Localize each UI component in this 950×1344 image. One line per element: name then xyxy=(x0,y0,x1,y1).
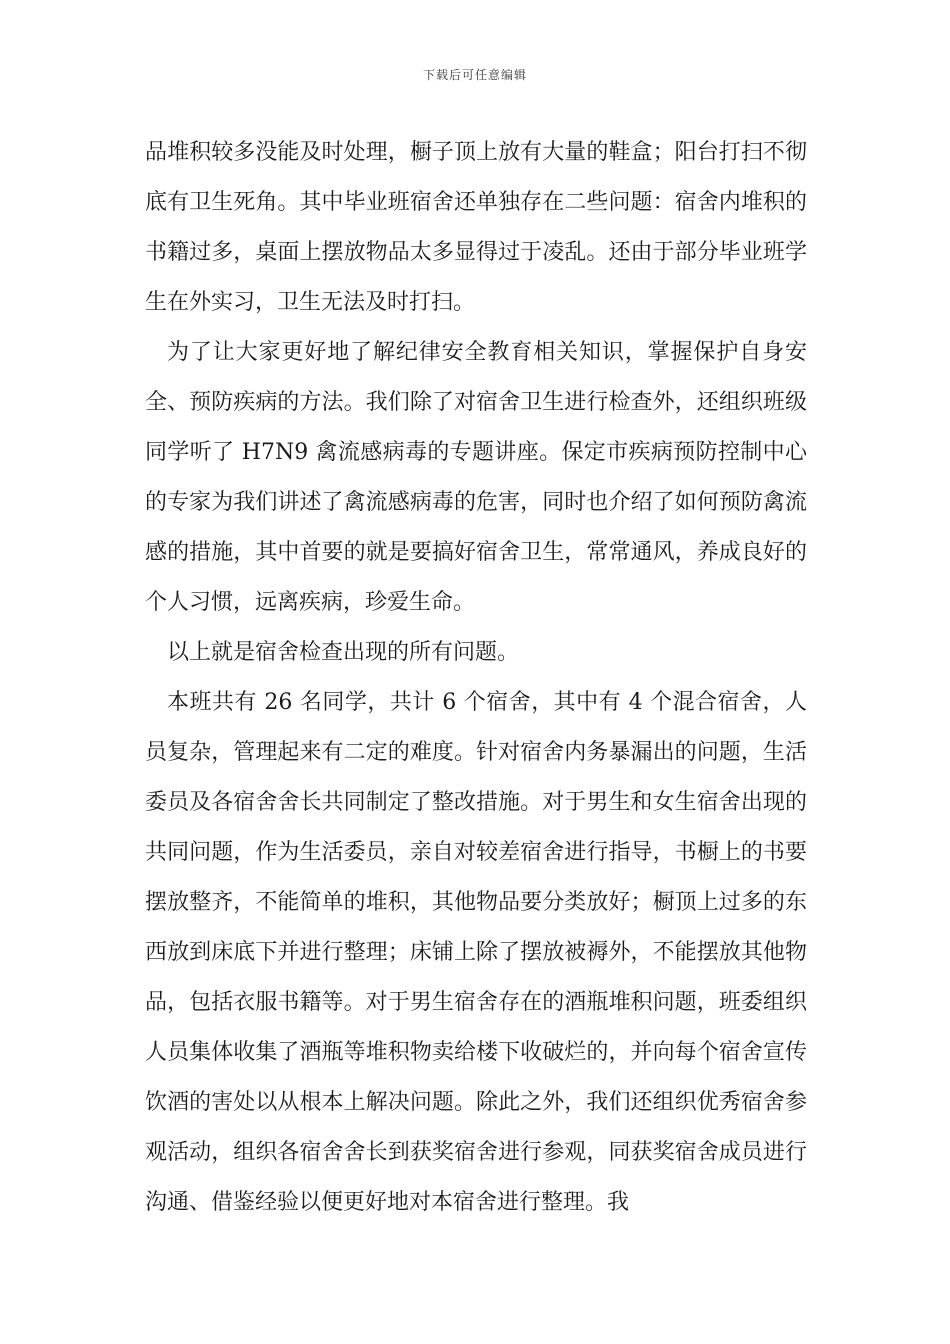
paragraph-hygiene-issues: 品堆积较多没能及时处理，橱子顶上放有大量的鞋盒；阳台打扫不彻底有卫生死角。其中毕业班宿舍还单独存在二些问题：宿舍内堆积的书籍过多，桌面上摆放物品太多显得过于凌乱。还由于部分毕业班学生在外实习，卫生无法及时打扫。 xyxy=(145,140,807,315)
header-note: 下载后可任意编辑 xyxy=(422,68,527,82)
paragraph-summary: 以上就是宿舍检查出现的所有问题。 xyxy=(167,640,520,665)
paragraph-safety-lecture: 为了让大家更好地了解纪律安全教育相关知识，掌握保护自身安全、预防疾病的方法。我们除了对宿舍卫生进行检查外，还组织班级同学听了 H7N9 禽流感病毒的专题讲座。保定市疾病预防控制中心的专家为我们讲述了禽流感病毒的危害，同时也介绍了如何预防禽流感的措施，其中首要的就是要搞好宿舍卫生，常常通风，养成良好的个人习惯，远离疾病，珍爱生命。 xyxy=(145,340,807,615)
document-body xyxy=(145,128,807,1228)
paragraph-rectification: 本班共有 26 名同学，共计 6 个宿舍，其中有 4 个混合宿舍，人员复杂，管理起来有二定的难度。针对宿舍内务暴漏出的问题，生活委员及各宿舍舍长共同制定了整改措施。对于男生和女生宿舍出现的共同问题，作为生活委员，亲自对较差宿舍进行指导，书橱上的书要摆放整齐，不能简单的堆积，其他物品要分类放好；橱顶上过多的东西放到床底下并进行整理；床铺上除了摆放被褥外，不能摆放其他物品，包括衣服书籍等。对于男生宿舍存在的酒瓶堆积问题，班委组织人员集体收集了酒瓶等堆积物卖给楼下收破烂的，并向每个宿舍宣传饮酒的害处以从根本上解决问题。除此之外，我们还组织优秀宿舍参观活动，组织各宿舍舍长到获奖宿舍进行参观，同获奖宿舍成员进行沟通、借鉴经验以便更好地对本宿舍进行整理。我 xyxy=(145,690,807,1215)
